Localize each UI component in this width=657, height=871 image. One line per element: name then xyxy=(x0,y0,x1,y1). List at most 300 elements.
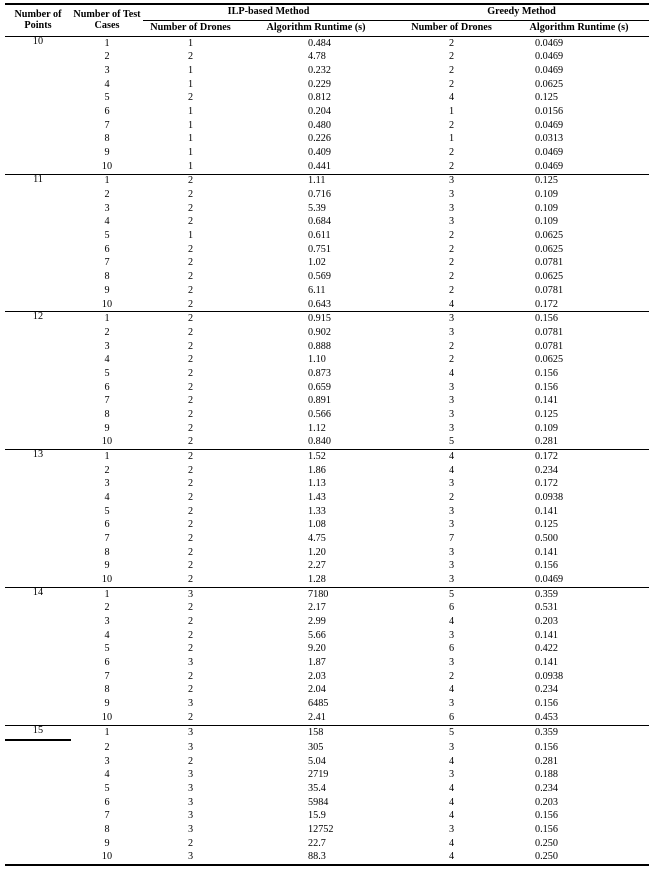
greedy-runtime-cell: 0.125 xyxy=(535,519,558,531)
table-row xyxy=(5,105,649,119)
greedy-runtime-cell: 0.172 xyxy=(535,478,558,490)
greedy-drones-cell: 3 xyxy=(448,629,455,641)
test-case-cell: 8 xyxy=(104,133,110,145)
ilp-drones-cell: 2 xyxy=(143,174,238,188)
ilp-runtime-cell: 1.28 xyxy=(308,573,326,585)
greedy-drones-cell: 4 xyxy=(394,851,509,866)
test-case-cell: 1 xyxy=(71,587,143,601)
ilp-drones-cell: 3 xyxy=(187,769,194,781)
points-cell: 11 xyxy=(5,174,71,188)
points-cell-empty xyxy=(5,837,71,851)
table-row xyxy=(5,740,649,755)
ilp-runtime-cell: 2.17 xyxy=(308,602,326,614)
points-cell-empty xyxy=(5,202,71,216)
table-row xyxy=(5,312,649,326)
ilp-runtime-cell: 5.39 xyxy=(308,202,326,214)
greedy-runtime-cell: 0.156 xyxy=(535,824,558,836)
greedy-drones-cell: 5 xyxy=(394,587,509,601)
test-case-cell: 9 xyxy=(104,284,110,296)
ilp-drones-cell: 2 xyxy=(187,189,194,201)
greedy-drones-cell: 2 xyxy=(448,257,455,269)
greedy-runtime-cell: 0.0938 xyxy=(535,670,564,682)
ilp-drones-cell: 1 xyxy=(187,160,194,172)
points-cell-empty xyxy=(5,188,71,202)
greedy-runtime-cell: 0.422 xyxy=(535,643,558,655)
ilp-drones-cell: 2 xyxy=(187,670,194,682)
points-cell-empty xyxy=(5,367,71,381)
table-row xyxy=(5,381,649,395)
greedy-drones-cell: 4 xyxy=(448,464,455,476)
table-row xyxy=(5,326,649,340)
points-cell-empty xyxy=(5,78,71,92)
ilp-runtime-cell: 0.441 xyxy=(308,160,331,172)
test-case-cell: 8 xyxy=(104,824,110,836)
ilp-runtime-cell: 7180 xyxy=(238,587,394,601)
greedy-runtime-cell: 0.109 xyxy=(535,189,558,201)
table-row xyxy=(5,656,649,670)
table-row xyxy=(5,587,649,601)
greedy-runtime-cell: 0.156 xyxy=(535,381,558,393)
greedy-runtime-cell: 0.203 xyxy=(535,796,558,808)
greedy-drones-cell: 3 xyxy=(448,741,455,753)
ilp-runtime-cell: 0.684 xyxy=(308,216,331,228)
ilp-drones-cell: 3 xyxy=(187,741,194,753)
test-case-cell: 1 xyxy=(71,450,143,464)
table-row xyxy=(5,340,649,354)
ilp-drones-cell: 2 xyxy=(187,243,194,255)
ilp-runtime-cell: 0.226 xyxy=(308,133,331,145)
points-cell-empty xyxy=(5,257,71,271)
ilp-runtime-cell: 0.611 xyxy=(308,230,331,242)
greedy-runtime-cell: 0.203 xyxy=(535,615,558,627)
greedy-drones-cell: 2 xyxy=(448,491,455,503)
greedy-runtime-cell: 0.156 xyxy=(535,697,558,709)
greedy-drones-cell: 6 xyxy=(448,643,455,655)
table-row xyxy=(5,408,649,422)
table-row xyxy=(5,229,649,243)
greedy-drones-cell: 2 xyxy=(448,230,455,242)
greedy-drones-cell: 5 xyxy=(448,436,455,448)
table-row xyxy=(5,491,649,505)
ilp-runtime-cell: 5984 xyxy=(308,796,329,808)
ilp-drones-cell: 2 xyxy=(187,216,194,228)
header-greedy-method: Greedy Method xyxy=(394,4,649,21)
header-number-of-points: Number of Points xyxy=(5,4,71,37)
table-row xyxy=(5,519,649,533)
greedy-drones-cell: 3 xyxy=(448,395,455,407)
greedy-drones-cell: 5 xyxy=(394,725,509,740)
greedy-runtime-cell: 0.141 xyxy=(535,395,558,407)
ilp-runtime-cell: 1.33 xyxy=(308,505,326,517)
header-number-of-test-cases: Number of Test Cases xyxy=(71,4,143,37)
ilp-runtime-cell: 0.232 xyxy=(308,65,331,77)
greedy-drones-cell: 3 xyxy=(448,189,455,201)
ilp-runtime-cell: 0.659 xyxy=(308,381,331,393)
ilp-runtime-cell: 1.86 xyxy=(308,464,326,476)
test-case-cell: 5 xyxy=(104,783,110,795)
ilp-drones-cell: 2 xyxy=(187,602,194,614)
greedy-drones-cell: 3 xyxy=(448,381,455,393)
greedy-drones-cell: 3 xyxy=(448,408,455,420)
test-case-cell: 4 xyxy=(104,216,110,228)
header-greedy-runtime: Algorithm Runtime (s) xyxy=(509,21,649,37)
greedy-drones-cell: 3 xyxy=(394,312,509,326)
greedy-runtime-cell: 0.234 xyxy=(535,684,558,696)
ilp-runtime-cell: 4.75 xyxy=(308,532,326,544)
test-case-cell: 9 xyxy=(104,560,110,572)
test-case-cell: 5 xyxy=(104,505,110,517)
test-case-cell: 5 xyxy=(104,367,110,379)
points-cell-empty xyxy=(5,711,71,725)
points-cell-empty xyxy=(5,353,71,367)
greedy-runtime-cell: 0.531 xyxy=(535,602,558,614)
table-row xyxy=(5,478,649,492)
table-row xyxy=(5,711,649,725)
points-cell-empty xyxy=(5,519,71,533)
table-row xyxy=(5,810,649,824)
ilp-drones-cell: 2 xyxy=(187,532,194,544)
ilp-runtime-cell: 0.873 xyxy=(308,367,331,379)
greedy-runtime-cell: 0.0625 xyxy=(535,271,564,283)
table-row xyxy=(5,602,649,616)
points-cell-empty xyxy=(5,505,71,519)
ilp-runtime-cell: 0.812 xyxy=(308,92,331,104)
greedy-runtime-cell: 0.109 xyxy=(535,422,558,434)
table-row xyxy=(5,782,649,796)
test-case-cell: 4 xyxy=(104,491,110,503)
greedy-drones-cell: 4 xyxy=(448,298,455,310)
ilp-runtime-cell: 0.569 xyxy=(308,271,331,283)
table-row xyxy=(5,37,649,51)
ilp-drones-cell: 1 xyxy=(187,119,194,131)
ilp-drones-cell: 2 xyxy=(187,271,194,283)
test-case-cell: 6 xyxy=(104,381,110,393)
test-case-cell: 3 xyxy=(104,615,110,627)
points-cell-empty xyxy=(5,560,71,574)
table-row xyxy=(5,92,649,106)
test-case-cell: 5 xyxy=(104,230,110,242)
header-ilp-drones: Number of Drones xyxy=(143,21,238,37)
ilp-runtime-cell: 0.891 xyxy=(308,395,331,407)
greedy-runtime-cell: 0.0156 xyxy=(535,106,564,118)
table-row xyxy=(5,573,649,587)
ilp-drones-cell: 2 xyxy=(187,436,194,448)
test-case-cell: 4 xyxy=(104,78,110,90)
points-cell-empty xyxy=(5,119,71,133)
ilp-runtime-cell: 0.751 xyxy=(308,243,331,255)
greedy-runtime-cell: 0.141 xyxy=(535,656,558,668)
ilp-drones-cell: 1 xyxy=(187,78,194,90)
ilp-drones-cell: 2 xyxy=(143,450,238,464)
points-cell-empty xyxy=(5,146,71,160)
ilp-runtime-cell: 35.4 xyxy=(308,783,326,795)
ilp-drones-cell: 2 xyxy=(187,505,194,517)
ilp-runtime-cell: 0.888 xyxy=(308,340,331,352)
greedy-drones-cell: 3 xyxy=(448,656,455,668)
points-cell-empty xyxy=(5,435,71,449)
table-row xyxy=(5,697,649,711)
points-cell-empty xyxy=(5,51,71,65)
greedy-drones-cell: 2 xyxy=(448,160,455,172)
ilp-drones-cell: 3 xyxy=(143,587,238,601)
points-cell-empty xyxy=(5,573,71,587)
points-cell-empty xyxy=(5,464,71,478)
greedy-runtime-cell: 0.0469 xyxy=(535,119,564,131)
ilp-runtime-cell: 2.04 xyxy=(308,684,326,696)
test-case-cell: 7 xyxy=(104,395,110,407)
points-cell-empty xyxy=(5,229,71,243)
points-cell-empty xyxy=(5,851,71,866)
greedy-drones-cell: 3 xyxy=(394,174,509,188)
test-case-cell: 4 xyxy=(104,354,110,366)
points-cell: 15 xyxy=(5,725,71,740)
greedy-drones-cell: 4 xyxy=(448,92,455,104)
test-case-cell: 5 xyxy=(104,92,110,104)
points-cell-empty xyxy=(5,216,71,230)
points-cell-empty xyxy=(5,133,71,147)
greedy-drones-cell: 2 xyxy=(448,670,455,682)
ilp-drones-cell: 2 xyxy=(187,298,194,310)
table-row xyxy=(5,298,649,312)
points-cell-empty xyxy=(5,491,71,505)
greedy-drones-cell: 4 xyxy=(448,783,455,795)
table-row xyxy=(5,851,649,866)
points-cell-empty xyxy=(5,478,71,492)
greedy-drones-cell: 1 xyxy=(448,106,455,118)
ilp-drones-cell: 2 xyxy=(187,560,194,572)
ilp-runtime-cell: 0.566 xyxy=(308,408,331,420)
test-case-cell: 3 xyxy=(104,65,110,77)
greedy-runtime-cell: 0.250 xyxy=(509,851,649,866)
points-cell-empty xyxy=(5,796,71,810)
points-cell-empty xyxy=(5,298,71,312)
greedy-runtime-cell: 0.109 xyxy=(535,202,558,214)
results-table xyxy=(5,3,649,866)
test-case-cell: 2 xyxy=(104,464,110,476)
points-cell-empty xyxy=(5,615,71,629)
greedy-runtime-cell: 0.281 xyxy=(535,436,558,448)
test-case-cell: 7 xyxy=(104,670,110,682)
greedy-drones-cell: 3 xyxy=(448,769,455,781)
greedy-runtime-cell: 0.0469 xyxy=(535,51,564,63)
greedy-drones-cell: 2 xyxy=(448,271,455,283)
test-case-cell: 6 xyxy=(104,243,110,255)
test-case-cell: 8 xyxy=(104,271,110,283)
greedy-drones-cell: 3 xyxy=(448,560,455,572)
points-cell-empty xyxy=(5,284,71,298)
test-case-cell: 9 xyxy=(104,422,110,434)
table-row xyxy=(5,270,649,284)
greedy-runtime-cell: 0.453 xyxy=(535,711,558,723)
greedy-runtime-cell: 0.156 xyxy=(535,560,558,572)
table-row xyxy=(5,823,649,837)
ilp-runtime-cell: 2.03 xyxy=(308,670,326,682)
test-case-cell: 4 xyxy=(104,769,110,781)
greedy-runtime-cell: 0.141 xyxy=(535,505,558,517)
greedy-runtime-cell: 0.0625 xyxy=(535,354,564,366)
ilp-drones-cell: 2 xyxy=(187,284,194,296)
greedy-runtime-cell: 0.0781 xyxy=(535,257,564,269)
table-row xyxy=(5,670,649,684)
greedy-runtime-cell: 0.125 xyxy=(535,92,558,104)
greedy-runtime-cell: 0.188 xyxy=(535,769,558,781)
greedy-drones-cell: 2 xyxy=(448,243,455,255)
test-case-cell: 6 xyxy=(104,656,110,668)
test-case-cell: 8 xyxy=(104,546,110,558)
greedy-runtime-cell: 0.0938 xyxy=(535,491,564,503)
test-case-cell: 3 xyxy=(104,202,110,214)
ilp-runtime-cell: 1.20 xyxy=(308,546,326,558)
greedy-runtime-cell: 0.125 xyxy=(535,408,558,420)
table-header xyxy=(5,4,649,37)
ilp-drones-cell: 3 xyxy=(187,796,194,808)
table-row xyxy=(5,615,649,629)
points-cell-empty xyxy=(5,340,71,354)
greedy-drones-cell: 3 xyxy=(448,546,455,558)
ilp-drones-cell: 2 xyxy=(187,381,194,393)
points-cell-empty xyxy=(5,270,71,284)
table-row xyxy=(5,684,649,698)
points-cell-empty xyxy=(5,782,71,796)
greedy-runtime-cell: 0.234 xyxy=(535,464,558,476)
greedy-drones-cell: 6 xyxy=(448,711,455,723)
ilp-drones-cell: 2 xyxy=(187,354,194,366)
points-cell-empty xyxy=(5,532,71,546)
ilp-drones-cell: 2 xyxy=(187,684,194,696)
table-row xyxy=(5,560,649,574)
greedy-drones-cell: 2 xyxy=(448,147,455,159)
greedy-drones-cell: 3 xyxy=(448,505,455,517)
ilp-drones-cell: 3 xyxy=(187,697,194,709)
ilp-runtime-cell: 1.11 xyxy=(238,174,394,188)
table-row xyxy=(5,394,649,408)
greedy-drones-cell: 6 xyxy=(448,602,455,614)
greedy-runtime-cell: 0.281 xyxy=(535,755,558,767)
ilp-drones-cell: 2 xyxy=(187,615,194,627)
greedy-runtime-cell: 0.0469 xyxy=(535,65,564,77)
ilp-runtime-cell: 4.78 xyxy=(308,51,326,63)
test-case-cell: 7 xyxy=(104,810,110,822)
test-case-cell: 9 xyxy=(104,837,110,849)
test-case-cell: 2 xyxy=(104,602,110,614)
table-row xyxy=(5,243,649,257)
greedy-drones-cell: 4 xyxy=(448,615,455,627)
points-cell-empty xyxy=(5,823,71,837)
greedy-drones-cell: 3 xyxy=(448,478,455,490)
points-cell-empty xyxy=(5,656,71,670)
test-case-cell: 9 xyxy=(104,697,110,709)
points-cell: 10 xyxy=(5,37,71,51)
points-cell-empty xyxy=(5,422,71,436)
table-row xyxy=(5,505,649,519)
test-case-cell: 10 xyxy=(101,711,113,723)
ilp-runtime-cell: 22.7 xyxy=(308,837,326,849)
table-row xyxy=(5,160,649,174)
test-case-cell: 10 xyxy=(101,573,113,585)
greedy-drones-cell: 4 xyxy=(448,837,455,849)
greedy-runtime-cell: 0.141 xyxy=(535,546,558,558)
ilp-runtime-cell: 1.13 xyxy=(308,478,326,490)
test-case-cell: 2 xyxy=(104,51,110,63)
test-case-cell: 10 xyxy=(101,298,113,310)
ilp-runtime-cell: 0.480 xyxy=(308,119,331,131)
test-case-cell: 10 xyxy=(71,851,143,866)
ilp-runtime-cell: 1.08 xyxy=(308,519,326,531)
test-case-cell: 6 xyxy=(104,519,110,531)
points-cell-empty xyxy=(5,92,71,106)
ilp-drones-cell: 1 xyxy=(187,230,194,242)
ilp-runtime-cell: 5.66 xyxy=(308,629,326,641)
ilp-runtime-cell: 9.20 xyxy=(308,643,326,655)
greedy-drones-cell: 2 xyxy=(448,78,455,90)
ilp-runtime-cell: 1.02 xyxy=(308,257,326,269)
greedy-runtime-cell: 0.0469 xyxy=(535,573,564,585)
table-row xyxy=(5,51,649,65)
test-case-cell: 3 xyxy=(104,755,110,767)
greedy-runtime-cell: 0.0781 xyxy=(535,284,564,296)
points-cell-empty xyxy=(5,381,71,395)
greedy-drones-cell: 4 xyxy=(448,796,455,808)
ilp-runtime-cell: 1.43 xyxy=(308,491,326,503)
greedy-drones-cell: 2 xyxy=(448,65,455,77)
test-case-cell: 9 xyxy=(104,147,110,159)
table-row xyxy=(5,64,649,78)
points-cell-empty xyxy=(5,408,71,422)
greedy-drones-cell: 3 xyxy=(448,422,455,434)
test-case-cell: 4 xyxy=(104,629,110,641)
ilp-drones-cell: 2 xyxy=(143,312,238,326)
greedy-drones-cell: 2 xyxy=(448,354,455,366)
ilp-runtime-cell: 1.12 xyxy=(308,422,326,434)
test-case-cell: 10 xyxy=(101,160,113,172)
test-case-cell: 7 xyxy=(104,532,110,544)
greedy-runtime-cell: 0.0781 xyxy=(535,326,564,338)
greedy-runtime-cell: 0.0781 xyxy=(535,340,564,352)
header-ilp-method: ILP-based Method xyxy=(143,4,394,21)
table-row xyxy=(5,174,649,188)
table-row xyxy=(5,629,649,643)
points-cell-empty xyxy=(5,326,71,340)
ilp-runtime-cell: 0.915 xyxy=(238,312,394,326)
ilp-drones-cell: 2 xyxy=(187,711,194,723)
ilp-runtime-cell: 0.643 xyxy=(308,298,331,310)
greedy-drones-cell: 1 xyxy=(448,133,455,145)
points-cell-empty xyxy=(5,629,71,643)
table-body xyxy=(5,37,649,866)
table-row xyxy=(5,133,649,147)
table-row xyxy=(5,146,649,160)
test-case-cell: 1 xyxy=(71,174,143,188)
ilp-drones-cell: 2 xyxy=(187,573,194,585)
ilp-drones-cell: 1 xyxy=(187,106,194,118)
greedy-drones-cell: 2 xyxy=(448,284,455,296)
points-cell-empty xyxy=(5,602,71,616)
greedy-drones-cell: 4 xyxy=(394,450,509,464)
ilp-drones-cell: 3 xyxy=(187,783,194,795)
points-cell-empty xyxy=(5,670,71,684)
table-row xyxy=(5,769,649,783)
greedy-drones-cell: 2 xyxy=(448,51,455,63)
greedy-runtime-cell: 0.500 xyxy=(535,532,558,544)
greedy-drones-cell: 3 xyxy=(448,202,455,214)
greedy-runtime-cell: 0.172 xyxy=(535,298,558,310)
points-cell-empty xyxy=(5,105,71,119)
table-row xyxy=(5,78,649,92)
points-cell-empty xyxy=(5,755,71,769)
ilp-runtime-cell: 12752 xyxy=(308,824,334,836)
ilp-drones-cell: 2 xyxy=(187,326,194,338)
ilp-runtime-cell: 2.99 xyxy=(308,615,326,627)
